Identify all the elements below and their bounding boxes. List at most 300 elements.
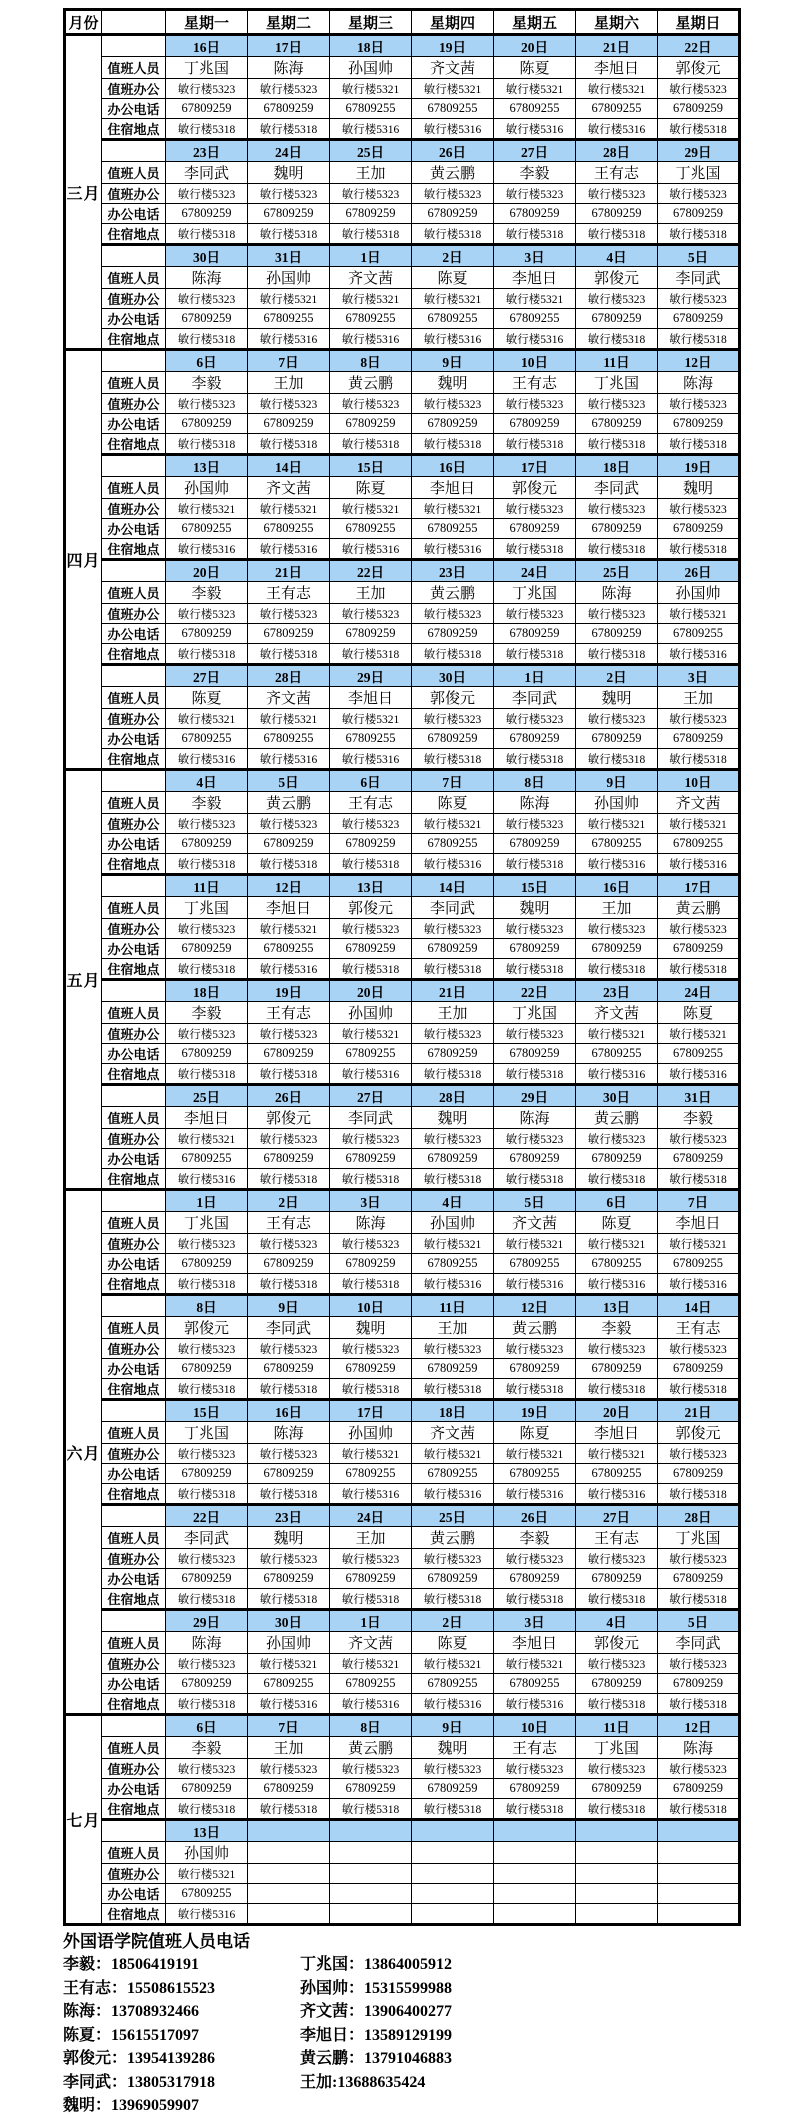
duty-person-cell: 黄云鹏 (412, 582, 494, 604)
lodging-cell: 敏行楼5318 (166, 119, 248, 140)
lodging-cell: 敏行楼5316 (658, 644, 740, 665)
date-cell: 1日 (330, 245, 412, 267)
office-phone-cell: 67809259 (166, 204, 248, 224)
duty-person-cell: 王有志 (576, 1527, 658, 1549)
date-cell (658, 1820, 740, 1842)
office-phone-cell: 67809259 (248, 1149, 330, 1169)
duty-office-cell: 敏行楼5323 (330, 394, 412, 414)
empty-label-cell (102, 1715, 166, 1737)
lodging-cell: 敏行楼5316 (166, 1904, 248, 1925)
office-phone-cell: 67809259 (166, 834, 248, 854)
person-row (65, 582, 740, 604)
lodging-cell: 敏行楼5318 (166, 854, 248, 875)
date-cell: 29日 (330, 665, 412, 687)
duty-office-cell: 敏行楼5323 (248, 1549, 330, 1569)
date-cell (330, 1820, 412, 1842)
weekday-header-row (65, 10, 740, 35)
duty-person-cell: 孙国帅 (330, 1002, 412, 1024)
office-phone-cell: 67809259 (658, 414, 740, 434)
contact-item: 丁兆国：13864005912 (300, 1956, 453, 1973)
date-row (65, 1820, 740, 1842)
date-cell: 31日 (248, 245, 330, 267)
duty-person-cell: 李毅 (658, 1107, 740, 1129)
duty-person-cell: 黄云鹏 (412, 162, 494, 184)
date-cell: 26日 (248, 1085, 330, 1107)
office-phone-cell: 67809259 (658, 1569, 740, 1589)
office-phone-cell: 67809259 (166, 1464, 248, 1484)
lodging-cell (330, 1904, 412, 1925)
date-cell: 26日 (494, 1505, 576, 1527)
phone-row (65, 1359, 740, 1379)
date-cell: 12日 (248, 875, 330, 897)
contact-item: 李毅：18506419191 (63, 1956, 200, 1973)
office-row (65, 919, 740, 939)
duty-person-cell: 郭俊元 (412, 687, 494, 709)
row-label-lodging: 住宿地点 (102, 1274, 166, 1295)
lodging-cell: 敏行楼5318 (494, 854, 576, 875)
office-row (65, 289, 740, 309)
date-cell (576, 1820, 658, 1842)
duty-office-cell: 敏行楼5323 (658, 1549, 740, 1569)
office-row (65, 1129, 740, 1149)
office-phone-cell: 67809259 (576, 624, 658, 644)
lodging-cell: 敏行楼5316 (412, 1694, 494, 1715)
lodging-row (65, 1589, 740, 1610)
duty-office-cell: 敏行楼5323 (248, 1129, 330, 1149)
lodging-cell: 敏行楼5316 (248, 749, 330, 770)
duty-office-cell (330, 1864, 412, 1884)
lodging-cell (248, 1904, 330, 1925)
date-cell: 5日 (658, 245, 740, 267)
office-phone-cell: 67809259 (248, 1464, 330, 1484)
office-phone-cell: 67809259 (166, 1569, 248, 1589)
duty-office-cell: 敏行楼5321 (330, 1444, 412, 1464)
duty-person-cell: 齐文茜 (412, 1422, 494, 1444)
duty-office-cell: 敏行楼5321 (412, 1444, 494, 1464)
date-row (65, 140, 740, 162)
office-phone-cell: 67809259 (412, 1044, 494, 1064)
duty-person-cell: 李旭日 (330, 687, 412, 709)
lodging-cell: 敏行楼5318 (330, 854, 412, 875)
date-cell: 16日 (412, 455, 494, 477)
date-row (65, 1505, 740, 1527)
duty-office-cell: 敏行楼5323 (576, 394, 658, 414)
duty-person-cell (330, 1842, 412, 1864)
lodging-cell: 敏行楼5318 (166, 1484, 248, 1505)
duty-office-cell: 敏行楼5323 (412, 394, 494, 414)
date-cell: 7日 (248, 350, 330, 372)
duty-person-cell: 李旭日 (658, 1212, 740, 1234)
date-cell: 4日 (166, 770, 248, 792)
lodging-cell: 敏行楼5318 (412, 749, 494, 770)
duty-office-cell (494, 1864, 576, 1884)
duty-office-cell: 敏行楼5323 (330, 1129, 412, 1149)
empty-label-cell (102, 350, 166, 372)
duty-office-cell (412, 1864, 494, 1884)
row-label-person: 值班人员 (102, 1422, 166, 1444)
row-label-office: 值班办公 (102, 79, 166, 99)
office-phone-cell: 67809255 (412, 519, 494, 539)
duty-office-cell: 敏行楼5321 (248, 919, 330, 939)
office-phone-cell: 67809259 (658, 204, 740, 224)
row-label-person: 值班人员 (102, 267, 166, 289)
lodging-row (65, 959, 740, 980)
date-cell: 19日 (494, 1400, 576, 1422)
office-phone-cell: 67809259 (576, 1569, 658, 1589)
person-row (65, 1317, 740, 1339)
date-cell: 17日 (248, 35, 330, 57)
date-cell: 3日 (330, 1190, 412, 1212)
duty-office-cell: 敏行楼5321 (166, 1129, 248, 1149)
office-row (65, 604, 740, 624)
row-label-lodging: 住宿地点 (102, 1484, 166, 1505)
duty-office-cell: 敏行楼5321 (330, 289, 412, 309)
office-phone-cell: 67809259 (330, 1569, 412, 1589)
phone-row (65, 1254, 740, 1274)
office-phone-cell: 67809255 (576, 1464, 658, 1484)
office-phone-cell: 67809255 (412, 1254, 494, 1274)
date-cell: 16日 (576, 875, 658, 897)
row-label-person: 值班人员 (102, 1527, 166, 1549)
office-phone-cell: 67809255 (412, 99, 494, 119)
duty-person-cell: 陈夏 (412, 1632, 494, 1654)
duty-person-cell: 黄云鹏 (494, 1317, 576, 1339)
lodging-cell: 敏行楼5318 (576, 1169, 658, 1190)
date-row (65, 1400, 740, 1422)
office-phone-cell: 67809255 (166, 1884, 248, 1904)
lodging-cell: 敏行楼5318 (166, 1064, 248, 1085)
empty-label-cell (102, 140, 166, 162)
duty-person-cell: 郭俊元 (494, 477, 576, 499)
row-label-person: 值班人员 (102, 372, 166, 394)
phone-row (65, 1464, 740, 1484)
date-cell: 4日 (576, 245, 658, 267)
office-phone-cell (248, 1884, 330, 1904)
office-phone-cell: 67809255 (658, 1044, 740, 1064)
empty-label-cell (102, 455, 166, 477)
date-row (65, 875, 740, 897)
date-row (65, 350, 740, 372)
duty-person-cell (494, 1842, 576, 1864)
office-phone-cell: 67809259 (166, 1359, 248, 1379)
office-phone-cell: 67809259 (330, 414, 412, 434)
duty-office-cell: 敏行楼5321 (658, 1024, 740, 1044)
date-cell: 13日 (166, 1820, 248, 1842)
person-row (65, 162, 740, 184)
duty-person-cell: 齐文茜 (494, 1212, 576, 1234)
lodging-cell: 敏行楼5316 (412, 539, 494, 560)
lodging-cell: 敏行楼5316 (248, 539, 330, 560)
office-row (65, 1549, 740, 1569)
duty-office-cell: 敏行楼5323 (330, 1234, 412, 1254)
date-cell: 7日 (248, 1715, 330, 1737)
date-cell: 24日 (658, 980, 740, 1002)
duty-person-cell: 王加 (330, 582, 412, 604)
lodging-cell: 敏行楼5316 (494, 119, 576, 140)
duty-office-cell: 敏行楼5321 (494, 79, 576, 99)
row-label-office: 值班办公 (102, 1864, 166, 1884)
phone-row (65, 414, 740, 434)
office-phone-cell: 67809255 (248, 939, 330, 959)
lodging-cell: 敏行楼5318 (658, 1589, 740, 1610)
lodging-cell: 敏行楼5316 (576, 1064, 658, 1085)
office-phone-cell: 67809259 (330, 204, 412, 224)
date-cell: 22日 (658, 35, 740, 57)
row-label-lodging: 住宿地点 (102, 119, 166, 140)
duty-office-cell: 敏行楼5321 (412, 289, 494, 309)
duty-person-cell: 魏明 (330, 1317, 412, 1339)
duty-person-cell: 魏明 (576, 687, 658, 709)
duty-person-cell: 王有志 (330, 792, 412, 814)
office-phone-cell: 67809259 (248, 1044, 330, 1064)
row-label-office: 值班办公 (102, 814, 166, 834)
empty-label-cell (102, 1820, 166, 1842)
row-label-phone: 办公电话 (102, 1569, 166, 1589)
duty-person-cell: 黄云鹏 (248, 792, 330, 814)
duty-person-cell: 陈海 (576, 582, 658, 604)
lodging-cell: 敏行楼5318 (248, 1169, 330, 1190)
row-label-phone: 办公电话 (102, 414, 166, 434)
lodging-row (65, 1169, 740, 1190)
duty-person-cell (658, 1842, 740, 1864)
date-cell: 21日 (576, 35, 658, 57)
date-cell: 24日 (248, 140, 330, 162)
lodging-cell: 敏行楼5318 (248, 854, 330, 875)
date-cell: 25日 (166, 1085, 248, 1107)
duty-office-cell: 敏行楼5323 (412, 1759, 494, 1779)
lodging-row (65, 1694, 740, 1715)
person-row (65, 792, 740, 814)
duty-office-cell: 敏行楼5323 (166, 1759, 248, 1779)
date-cell: 2日 (248, 1190, 330, 1212)
office-phone-cell: 67809259 (494, 624, 576, 644)
date-cell: 17日 (658, 875, 740, 897)
duty-person-cell: 王加 (248, 1737, 330, 1759)
lodging-cell: 敏行楼5318 (330, 434, 412, 455)
duty-person-cell: 魏明 (412, 372, 494, 394)
office-phone-cell: 67809259 (576, 309, 658, 329)
duty-office-cell: 敏行楼5323 (166, 289, 248, 309)
office-phone-cell: 67809259 (494, 1779, 576, 1799)
lodging-row (65, 1799, 740, 1820)
duty-person-cell: 黄云鹏 (330, 372, 412, 394)
duty-office-cell: 敏行楼5323 (330, 919, 412, 939)
lodging-cell: 敏行楼5318 (658, 224, 740, 245)
lodging-cell: 敏行楼5316 (330, 329, 412, 350)
duty-office-cell: 敏行楼5321 (658, 1234, 740, 1254)
row-label-office: 值班办公 (102, 1129, 166, 1149)
month-column-header: 月份 (65, 10, 102, 35)
duty-office-cell: 敏行楼5323 (248, 604, 330, 624)
duty-office-cell: 敏行楼5323 (330, 604, 412, 624)
lodging-cell: 敏行楼5316 (576, 1484, 658, 1505)
lodging-cell: 敏行楼5318 (658, 329, 740, 350)
office-phone-cell: 67809259 (494, 1149, 576, 1169)
duty-office-cell: 敏行楼5323 (494, 1549, 576, 1569)
date-cell: 23日 (576, 980, 658, 1002)
duty-person-cell: 黄云鹏 (576, 1107, 658, 1129)
duty-office-cell: 敏行楼5323 (412, 919, 494, 939)
duty-person-cell: 孙国帅 (166, 477, 248, 499)
duty-person-cell: 郭俊元 (658, 57, 740, 79)
lodging-cell: 敏行楼5318 (494, 539, 576, 560)
duty-person-cell: 郭俊元 (576, 1632, 658, 1654)
date-cell: 22日 (330, 560, 412, 582)
phone-row (65, 204, 740, 224)
contact-item: 陈夏：15615517097 (63, 2026, 200, 2044)
row-label-person: 值班人员 (102, 162, 166, 184)
duty-office-cell: 敏行楼5323 (658, 79, 740, 99)
duty-person-cell: 陈海 (248, 57, 330, 79)
duty-person-cell: 陈夏 (412, 792, 494, 814)
row-label-phone: 办公电话 (102, 309, 166, 329)
duty-person-cell: 李旭日 (494, 1632, 576, 1654)
duty-person-cell: 李同武 (494, 687, 576, 709)
footer-title: 外国语学院值班人员电话 (63, 1932, 250, 1951)
duty-person-cell: 魏明 (658, 477, 740, 499)
duty-person-cell: 孙国帅 (330, 1422, 412, 1444)
office-phone-cell: 67809259 (412, 414, 494, 434)
duty-person-cell: 郭俊元 (576, 267, 658, 289)
lodging-cell: 敏行楼5318 (658, 1484, 740, 1505)
office-phone-cell: 67809255 (330, 729, 412, 749)
lodging-cell: 敏行楼5316 (166, 749, 248, 770)
office-row (65, 814, 740, 834)
row-label-person: 值班人员 (102, 1317, 166, 1339)
date-cell: 19日 (248, 980, 330, 1002)
duty-office-cell: 敏行楼5321 (166, 1864, 248, 1884)
duty-person-cell: 李毅 (576, 1317, 658, 1339)
row-label-phone: 办公电话 (102, 1359, 166, 1379)
duty-person-cell: 郭俊元 (248, 1107, 330, 1129)
lodging-cell: 敏行楼5316 (330, 1694, 412, 1715)
office-phone-cell: 67809255 (248, 309, 330, 329)
duty-office-cell: 敏行楼5323 (658, 1339, 740, 1359)
duty-office-cell: 敏行楼5323 (658, 1444, 740, 1464)
duty-person-cell: 李旭日 (166, 1107, 248, 1129)
duty-office-cell (248, 1864, 330, 1884)
date-cell: 28日 (412, 1085, 494, 1107)
duty-person-cell (576, 1842, 658, 1864)
person-row (65, 1002, 740, 1024)
duty-office-cell: 敏行楼5323 (412, 604, 494, 624)
duty-person-cell: 王加 (576, 897, 658, 919)
lodging-row (65, 119, 740, 140)
office-phone-cell: 67809259 (494, 729, 576, 749)
lodging-row (65, 1484, 740, 1505)
lodging-cell: 敏行楼5318 (248, 644, 330, 665)
duty-person-cell: 陈海 (658, 1737, 740, 1759)
office-phone-cell: 67809259 (166, 414, 248, 434)
lodging-cell: 敏行楼5318 (166, 644, 248, 665)
date-cell: 9日 (248, 1295, 330, 1317)
lodging-cell: 敏行楼5318 (412, 959, 494, 980)
row-label-phone: 办公电话 (102, 1674, 166, 1694)
date-cell: 20日 (576, 1400, 658, 1422)
person-row (65, 1842, 740, 1864)
duty-person-cell: 李旭日 (494, 267, 576, 289)
duty-office-cell: 敏行楼5323 (248, 1339, 330, 1359)
lodging-cell: 敏行楼5318 (166, 1799, 248, 1820)
duty-person-cell: 李同武 (412, 897, 494, 919)
lodging-cell: 敏行楼5316 (412, 329, 494, 350)
duty-office-cell: 敏行楼5321 (412, 814, 494, 834)
weekday-header: 星期二 (248, 10, 330, 35)
row-label-person: 值班人员 (102, 1212, 166, 1234)
row-label-office: 值班办公 (102, 499, 166, 519)
lodging-cell: 敏行楼5318 (248, 224, 330, 245)
row-label-person: 值班人员 (102, 477, 166, 499)
lodging-cell: 敏行楼5318 (412, 1169, 494, 1190)
date-cell: 1日 (330, 1610, 412, 1632)
lodging-cell: 敏行楼5318 (330, 1799, 412, 1820)
duty-office-cell: 敏行楼5321 (494, 1654, 576, 1674)
date-cell: 6日 (576, 1190, 658, 1212)
duty-office-cell: 敏行楼5321 (412, 1654, 494, 1674)
duty-person-cell: 李同武 (248, 1317, 330, 1339)
lodging-cell: 敏行楼5318 (658, 1379, 740, 1400)
lodging-cell: 敏行楼5318 (248, 434, 330, 455)
date-cell: 18日 (330, 35, 412, 57)
duty-office-cell: 敏行楼5321 (248, 499, 330, 519)
person-row (65, 897, 740, 919)
office-phone-cell: 67809259 (248, 624, 330, 644)
empty-label-cell (102, 980, 166, 1002)
duty-person-cell: 孙国帅 (166, 1842, 248, 1864)
duty-office-cell: 敏行楼5323 (494, 1339, 576, 1359)
office-phone-cell: 67809255 (576, 1254, 658, 1274)
lodging-cell: 敏行楼5318 (330, 1379, 412, 1400)
duty-office-cell: 敏行楼5323 (658, 1654, 740, 1674)
duty-person-cell: 王有志 (576, 162, 658, 184)
lodging-cell: 敏行楼5318 (248, 1799, 330, 1820)
person-row (65, 1737, 740, 1759)
duty-person-cell: 王有志 (248, 1212, 330, 1234)
row-label-office: 值班办公 (102, 394, 166, 414)
duty-person-cell: 丁兆国 (166, 1422, 248, 1444)
date-cell: 7日 (412, 770, 494, 792)
date-cell: 7日 (658, 1190, 740, 1212)
lodging-row (65, 224, 740, 245)
office-row (65, 394, 740, 414)
lodging-cell: 敏行楼5318 (576, 1694, 658, 1715)
date-cell (494, 1820, 576, 1842)
weekday-header: 星期一 (166, 10, 248, 35)
duty-office-cell: 敏行楼5321 (494, 1444, 576, 1464)
duty-person-cell (412, 1842, 494, 1864)
duty-person-cell: 李毅 (166, 582, 248, 604)
lodging-cell: 敏行楼5318 (494, 749, 576, 770)
duty-person-cell: 郭俊元 (330, 897, 412, 919)
duty-person-cell (248, 1842, 330, 1864)
office-phone-cell: 67809255 (494, 1464, 576, 1484)
date-cell: 19日 (658, 455, 740, 477)
empty-label-cell (102, 1085, 166, 1107)
duty-office-cell: 敏行楼5323 (330, 1549, 412, 1569)
empty-label-cell (102, 245, 166, 267)
empty-label-cell (102, 1190, 166, 1212)
empty-label-cell (102, 1295, 166, 1317)
row-label-phone: 办公电话 (102, 1779, 166, 1799)
date-row (65, 1085, 740, 1107)
date-cell: 31日 (658, 1085, 740, 1107)
duty-office-cell: 敏行楼5323 (658, 1759, 740, 1779)
office-phone-cell: 67809259 (576, 1674, 658, 1694)
empty-label-cell (102, 1505, 166, 1527)
duty-person-cell: 李旭日 (412, 477, 494, 499)
row-label-phone: 办公电话 (102, 624, 166, 644)
duty-office-cell: 敏行楼5321 (330, 709, 412, 729)
